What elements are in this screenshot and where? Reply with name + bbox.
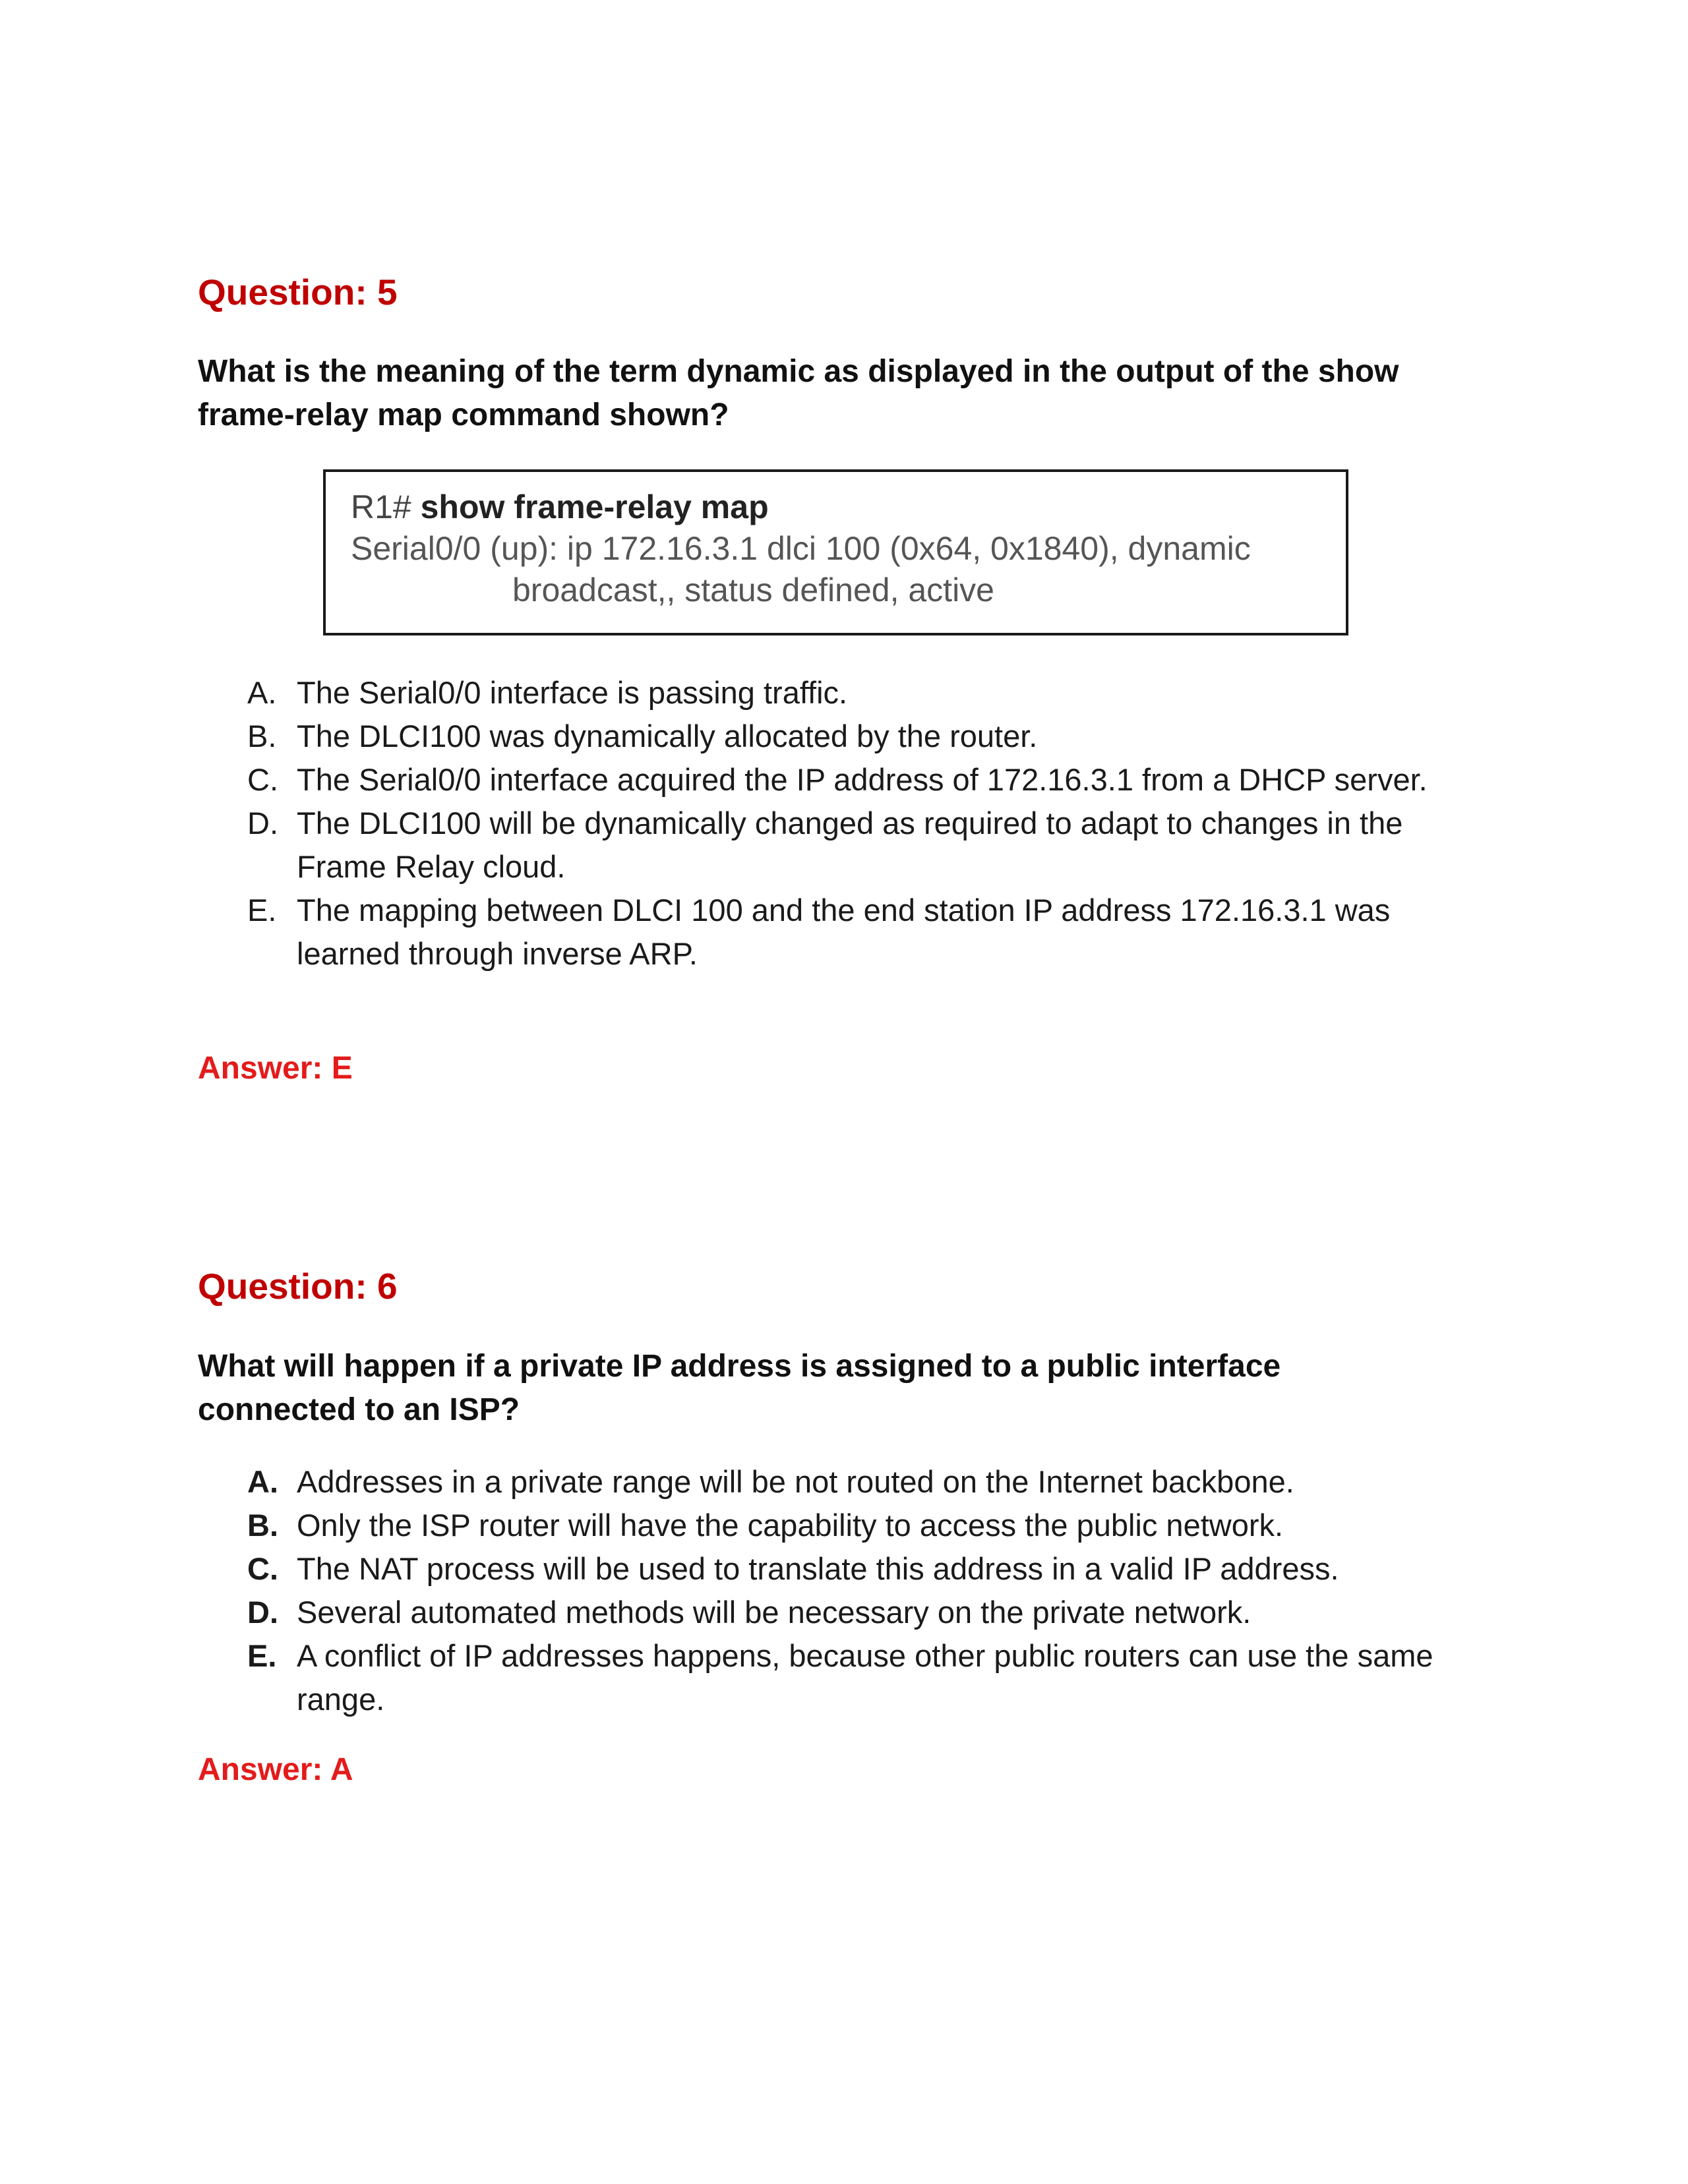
question-6-options	[247, 1460, 1500, 1721]
option-text: The DLCI100 will be dynamically changed as required to adapt to changes in the Frame Relay cloud.	[297, 806, 1403, 884]
option-letter: A.	[247, 675, 277, 710]
option-text: The Serial0/0 interface is passing traffic.	[297, 675, 848, 710]
question-6-text: What will happen if a private IP address is assigned to a public interface connected to an ISP?	[198, 1349, 1281, 1427]
option-a	[247, 671, 1500, 715]
option-letter: D.	[247, 806, 278, 841]
option-b	[247, 715, 1500, 758]
option-text: The Serial0/0 interface acquired the IP address of 172.16.3.1 from a DHCP server.	[297, 762, 1428, 797]
option-letter: A.	[247, 1464, 278, 1499]
option-c	[247, 758, 1500, 802]
question-5-options	[247, 671, 1500, 976]
option-d	[247, 1591, 1500, 1634]
option-a	[247, 1460, 1500, 1504]
cli-exhibit	[323, 469, 1348, 635]
option-letter: C.	[247, 1551, 278, 1586]
option-d	[247, 802, 1500, 889]
exhibit-prompt: R1#	[351, 488, 411, 525]
exhibit-command: show frame-relay map	[411, 488, 769, 525]
question-5-answer: Answer: E	[198, 1051, 353, 1086]
option-letter: E.	[247, 1638, 277, 1673]
option-text: Only the ISP router will have the capability to access the public network.	[297, 1508, 1284, 1543]
option-letter: B.	[247, 719, 277, 753]
exhibit-output-line-2: broadcast,, status defined, active	[512, 572, 994, 608]
option-letter: B.	[247, 1508, 278, 1543]
question-5-text: What is the meaning of the term dynamic as displayed in the output of the show frame-relay map command shown?	[198, 354, 1399, 432]
option-e	[247, 889, 1500, 976]
option-text: Several automated methods will be necessary on the private network.	[297, 1595, 1251, 1630]
exhibit-command-line	[351, 487, 1346, 528]
option-c	[247, 1547, 1500, 1591]
option-letter: E.	[247, 893, 277, 928]
option-letter: D.	[247, 1595, 278, 1630]
option-text: The NAT process will be used to translate this address in a valid IP address.	[297, 1551, 1339, 1586]
option-e	[247, 1634, 1500, 1721]
question-6-heading: Question: 6	[198, 1266, 398, 1307]
question-6-answer: Answer: A	[198, 1752, 353, 1787]
option-text: A conflict of IP addresses happens, because other public routers can use the same range.	[297, 1638, 1433, 1717]
option-b	[247, 1504, 1500, 1547]
option-text: The DLCI100 was dynamically allocated by the router.	[297, 719, 1038, 753]
option-letter: C.	[247, 762, 278, 797]
option-text: Addresses in a private range will be not routed on the Internet backbone.	[297, 1464, 1294, 1499]
option-text: The mapping between DLCI 100 and the end station IP address 172.16.3.1 was learned through inverse ARP.	[297, 893, 1391, 971]
exhibit-output-line-1: Serial0/0 (up): ip 172.16.3.1 dlci 100 (0x64, 0x1840), dynamic	[351, 530, 1251, 567]
question-5-heading: Question: 5	[198, 272, 398, 312]
